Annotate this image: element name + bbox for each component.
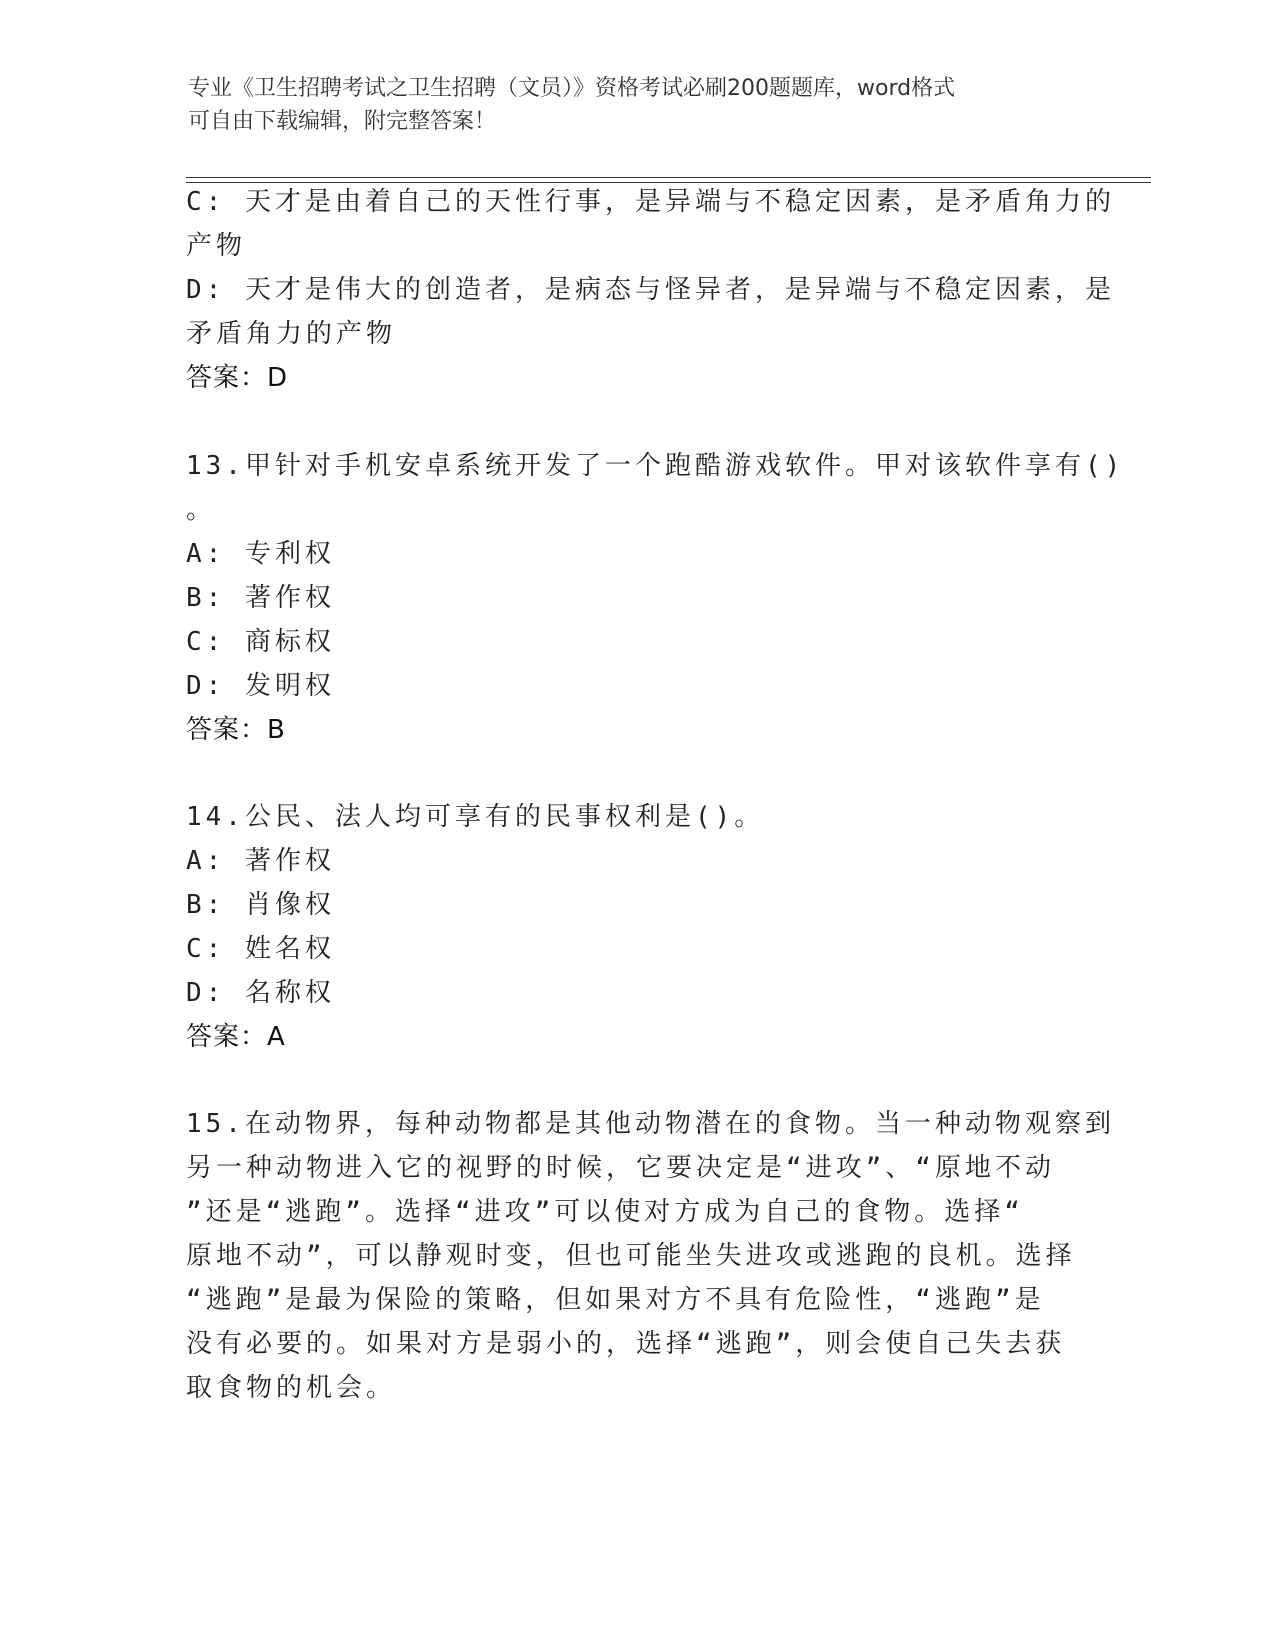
- q12-option-c-line-2: 产物: [186, 231, 247, 261]
- q15-stem-line-4: 原地不动”，可以静观时变，但也可能坐失进攻或逃跑的良机。选择: [186, 1241, 1076, 1271]
- document-header: [188, 72, 1078, 138]
- q15-stem-line-5: “逃跑”是最为保险的策略，但如果对方不具有危险性，“逃跑”是: [186, 1285, 1045, 1315]
- q12-option-c-line-1: C: 天才是由着自己的天性行事，是异端与不稳定因素，是矛盾角力的: [186, 187, 1115, 217]
- header-divider-top: [186, 177, 1151, 178]
- q14-option-b: B: 肖像权: [186, 890, 335, 920]
- header-title-line-2: 可自由下载编辑，附完整答案！: [188, 109, 497, 134]
- q14-answer: 答案：A: [186, 1022, 286, 1052]
- q14-stem: 14.公民、法人均可享有的民事权利是()。: [186, 802, 765, 832]
- q13-option-a: A: 专利权: [186, 539, 335, 569]
- q12-option-d-line-2: 矛盾角力的产物: [186, 319, 397, 349]
- q13-option-d: D: 发明权: [186, 671, 335, 701]
- q12-answer: 答案：D: [186, 363, 289, 393]
- q15-stem-line-3: ”还是“逃跑”。选择“进攻”可以使对方成为自己的食物。选择“: [186, 1197, 1024, 1227]
- header-divider-bottom: [186, 182, 1151, 183]
- q14-option-a: A: 著作权: [186, 846, 335, 876]
- q13-answer: 答案：B: [186, 715, 286, 745]
- header-title-line-1: 专业《卫生招聘考试之卫生招聘（文员）》资格考试必刷200题题库，word格式: [188, 76, 956, 101]
- q13-stem-line-2: 。: [186, 495, 217, 525]
- q14-option-d: D: 名称权: [186, 978, 335, 1008]
- q13-stem-line-1: 13.甲针对手机安卓系统开发了一个跑酷游戏软件。甲对该软件享有(): [186, 451, 1125, 481]
- q15-stem-line-1: 15.在动物界，每种动物都是其他动物潜在的食物。当一种动物观察到: [186, 1109, 1115, 1139]
- q13-option-b: B: 著作权: [186, 583, 335, 613]
- q13-option-c: C: 商标权: [186, 627, 335, 657]
- q15-stem-line-6: 没有必要的。如果对方是弱小的，选择“逃跑”，则会使自己失去获: [186, 1329, 1066, 1359]
- q15-stem-line-7: 取食物的机会。: [186, 1373, 397, 1403]
- q12-option-d-line-1: D: 天才是伟大的创造者，是病态与怪异者，是异端与不稳定因素，是: [186, 275, 1115, 305]
- q15-stem-line-2: 另一种动物进入它的视野的时候，它要决定是“进攻”、“原地不动: [186, 1153, 1055, 1183]
- q14-option-c: C: 姓名权: [186, 934, 335, 964]
